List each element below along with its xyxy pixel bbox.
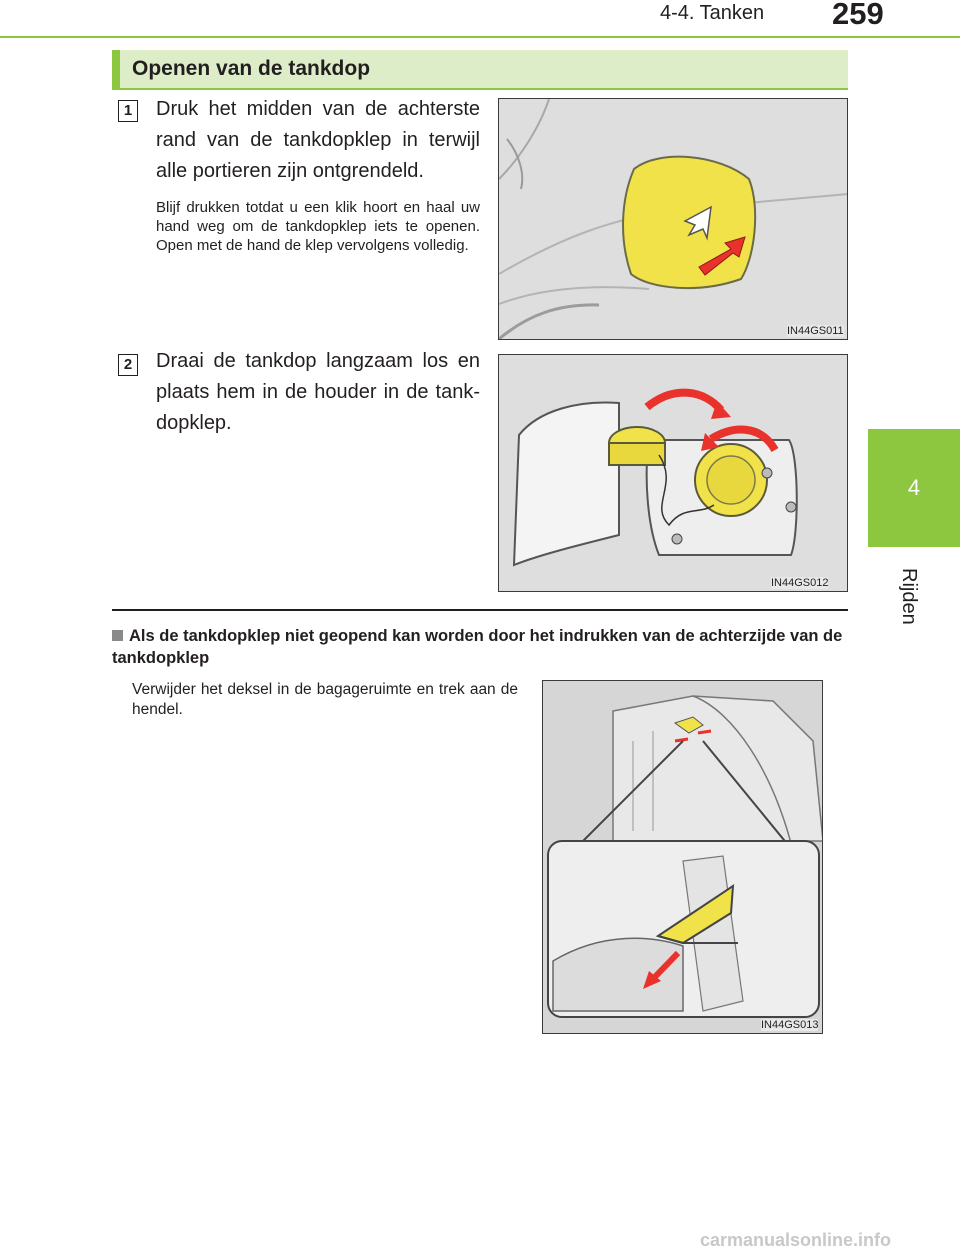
header-rule [0,36,960,38]
step-2-text: Draai de tankdop langzaam los en plaats hem in de houder in de tank-dopklep. [156,350,480,434]
fuel-cap-illustration [499,355,848,592]
figure-2-code: IN44GS012 [771,577,829,589]
step-1-note: Blijf drukken totdat u een klik hoort en haal uw hand weg om de tankdopklep iets te openen. Open met de hand de klep vervolgens volledig. [156,199,480,254]
trunk-lever-illustration [543,681,823,1034]
step-1-text: Druk het midden van de achterste rand van de tankdopklep in terwijl alle portieren zijn ontgrendeld. [156,98,480,182]
subsection-heading [112,625,852,669]
section-title: Openen van de tankdop [132,57,371,80]
running-header-section: 4-4. Tanken [660,2,765,24]
step-2-number: 2 [118,354,138,376]
subsection-text: Verwijder het deksel in de bagageruimte en trek aan de hendel. [132,681,518,718]
chapter-number: 4 [907,475,921,500]
section-divider [112,609,848,611]
chapter-label-wrap [880,560,950,625]
fuel-door-illustration [499,99,848,340]
chapter-label: Rijden [898,568,920,625]
bullet-square-icon [112,630,123,641]
page-number: 259 [832,0,884,31]
figure-fuel-cap-open [498,354,848,592]
figure-3-code: IN44GS013 [761,1019,819,1031]
subsection-heading-text: Als de tankdopklep niet geopend kan worden door het indrukken van de achterzijde van de tankdopklep [112,627,843,667]
section-heading-accent [112,50,120,90]
watermark: carmanualsonline.info [700,1230,892,1250]
figure-1-code: IN44GS011 [787,325,844,337]
step-1-number: 1 [118,100,138,122]
chapter-tab [868,429,960,547]
figure-trunk-lever [542,680,823,1034]
figure-fuel-door-press [498,98,848,340]
